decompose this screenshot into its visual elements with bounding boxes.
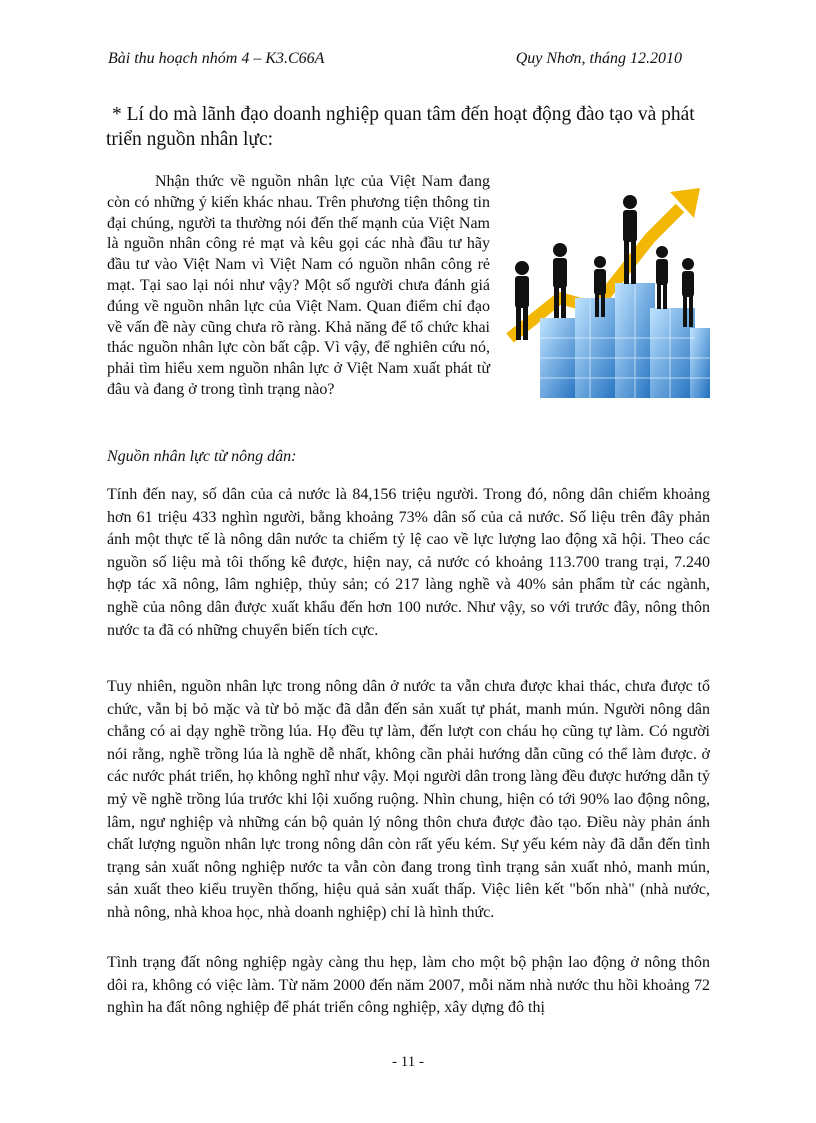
page-number: - 11 - bbox=[392, 1054, 424, 1070]
section-heading: * Lí do mà lãnh đạo doanh nghiệp quan tâm đến hoạt động đào tạo và phát triển nguồn nhân lực: bbox=[106, 104, 695, 150]
business-growth-illustration bbox=[500, 178, 712, 406]
intro-paragraph: Nhận thức về nguồn nhân lực của Việt Nam đang còn có những ý kiến khác nhau. Trên phương tiện thông tin đại chúng, người ta thường nói đến thế mạnh của Việt Nam là nguồn nhân công rẻ mạt và kêu gọi các nhà đầu tư hãy đầu tư vào Việt Nam vì Việt Nam có nguồn nhân công rẻ mạt. Tại sao lại nói như vậy? Một số người chưa đánh giá đúng về nguồn nhân lực của Việt Nam. Quan điểm chỉ đạo về vấn đề này cũng chưa rõ ràng. Khả năng để tổ chức khai thác nguồn nhân lực còn bất cập. Vì vậy, để nghiên cứu nó, phải tìm hiểu xem nguồn nhân lực ở Việt Nam xuất phát từ đâu và đang ở trong tình trạng nào? bbox=[107, 173, 490, 398]
body-paragraph-3: Tình trạng đất nông nghiệp ngày càng thu hẹp, làm cho một bộ phận lao động ở nông thôn dôi ra, không có việc làm. Từ năm 2000 đến năm 2007, mỗi năm nhà nước thu hồi khoảng 72 nghìn ha đất nông nghiệp để phát triển công nghiệp, xây dựng đô thị bbox=[107, 954, 710, 1017]
header-left: Bài thu hoạch nhóm 4 – K3.C66A bbox=[108, 50, 325, 67]
page-header bbox=[108, 50, 682, 74]
subsection-title: Nguồn nhân lực từ nông dân: bbox=[107, 448, 297, 465]
growth-chart-illustration bbox=[500, 178, 712, 406]
body-paragraph-2: Tuy nhiên, nguồn nhân lực trong nông dân ở nước ta vẫn chưa được khai thác, chưa được tổ chức, vẫn bị bỏ mặc và từ bỏ mặc đã dẫn đến sản xuất tự phát, manh mún. Người nông dân chẳng có ai dạy nghề trồng lúa. Họ đều tự làm, đến lượt con cháu họ cũng tự làm. Có người nói rằng, nghề trồng lúa là nghề dễ nhất, không cần phải hướng dẫn cũng có thể làm được. ở các nước phát triển, họ không nghĩ như vậy. Mọi người dân trong làng đều được hướng dẫn tỷ mỷ về nghề trồng lúa trước khi lội xuống ruộng. Nhìn chung, hiện có tới 90% lao động nông, lâm, ngư nghiệp và những cán bộ quản lý nông thôn chưa được đào tạo. Điều này phản ánh chất lượng nguồn nhân lực trong nông dân còn rất yếu kém. Sự yếu kém này đã dẫn đến tình trạng sản xuất nông nghiệp nước ta vẫn còn đang trong tình trạng sản xuất nhỏ, manh mún, sản xuất theo kiểu truyền thống, hiệu quả sản xuất thấp. Việc liên kết "bốn nhà" (nhà nước, nhà nông, nhà khoa học, nhà doanh nghiệp) chỉ là hình thức. bbox=[107, 678, 710, 921]
header-right: Quy Nhơn, tháng 12.2010 bbox=[515, 50, 682, 67]
body-paragraph-1: Tính đến nay, số dân của cả nước là 84,156 triệu người. Trong đó, nông dân chiếm khoảng hơn 61 triệu 433 nghìn người, bằng khoảng 73% dân số của cả nước. Số liệu trên đây phản ánh một thực tế là nông dân nước ta chiếm tỷ lệ cao về lực lượng lao động xã hội. Theo các nguồn số liệu mà tôi thống kê được, hiện nay, cả nước có khoảng 113.700 trang trại, 7.240 hợp tác xã nông, lâm nghiệp, thủy sản; có 217 làng nghề và 40% sản phẩm từ các ngành, nghề của nông dân được xuất khẩu đến hơn 100 nước. Như vậy, so với trước đây, nông thôn nước ta đã có những chuyển biến tích cực. bbox=[107, 486, 710, 639]
